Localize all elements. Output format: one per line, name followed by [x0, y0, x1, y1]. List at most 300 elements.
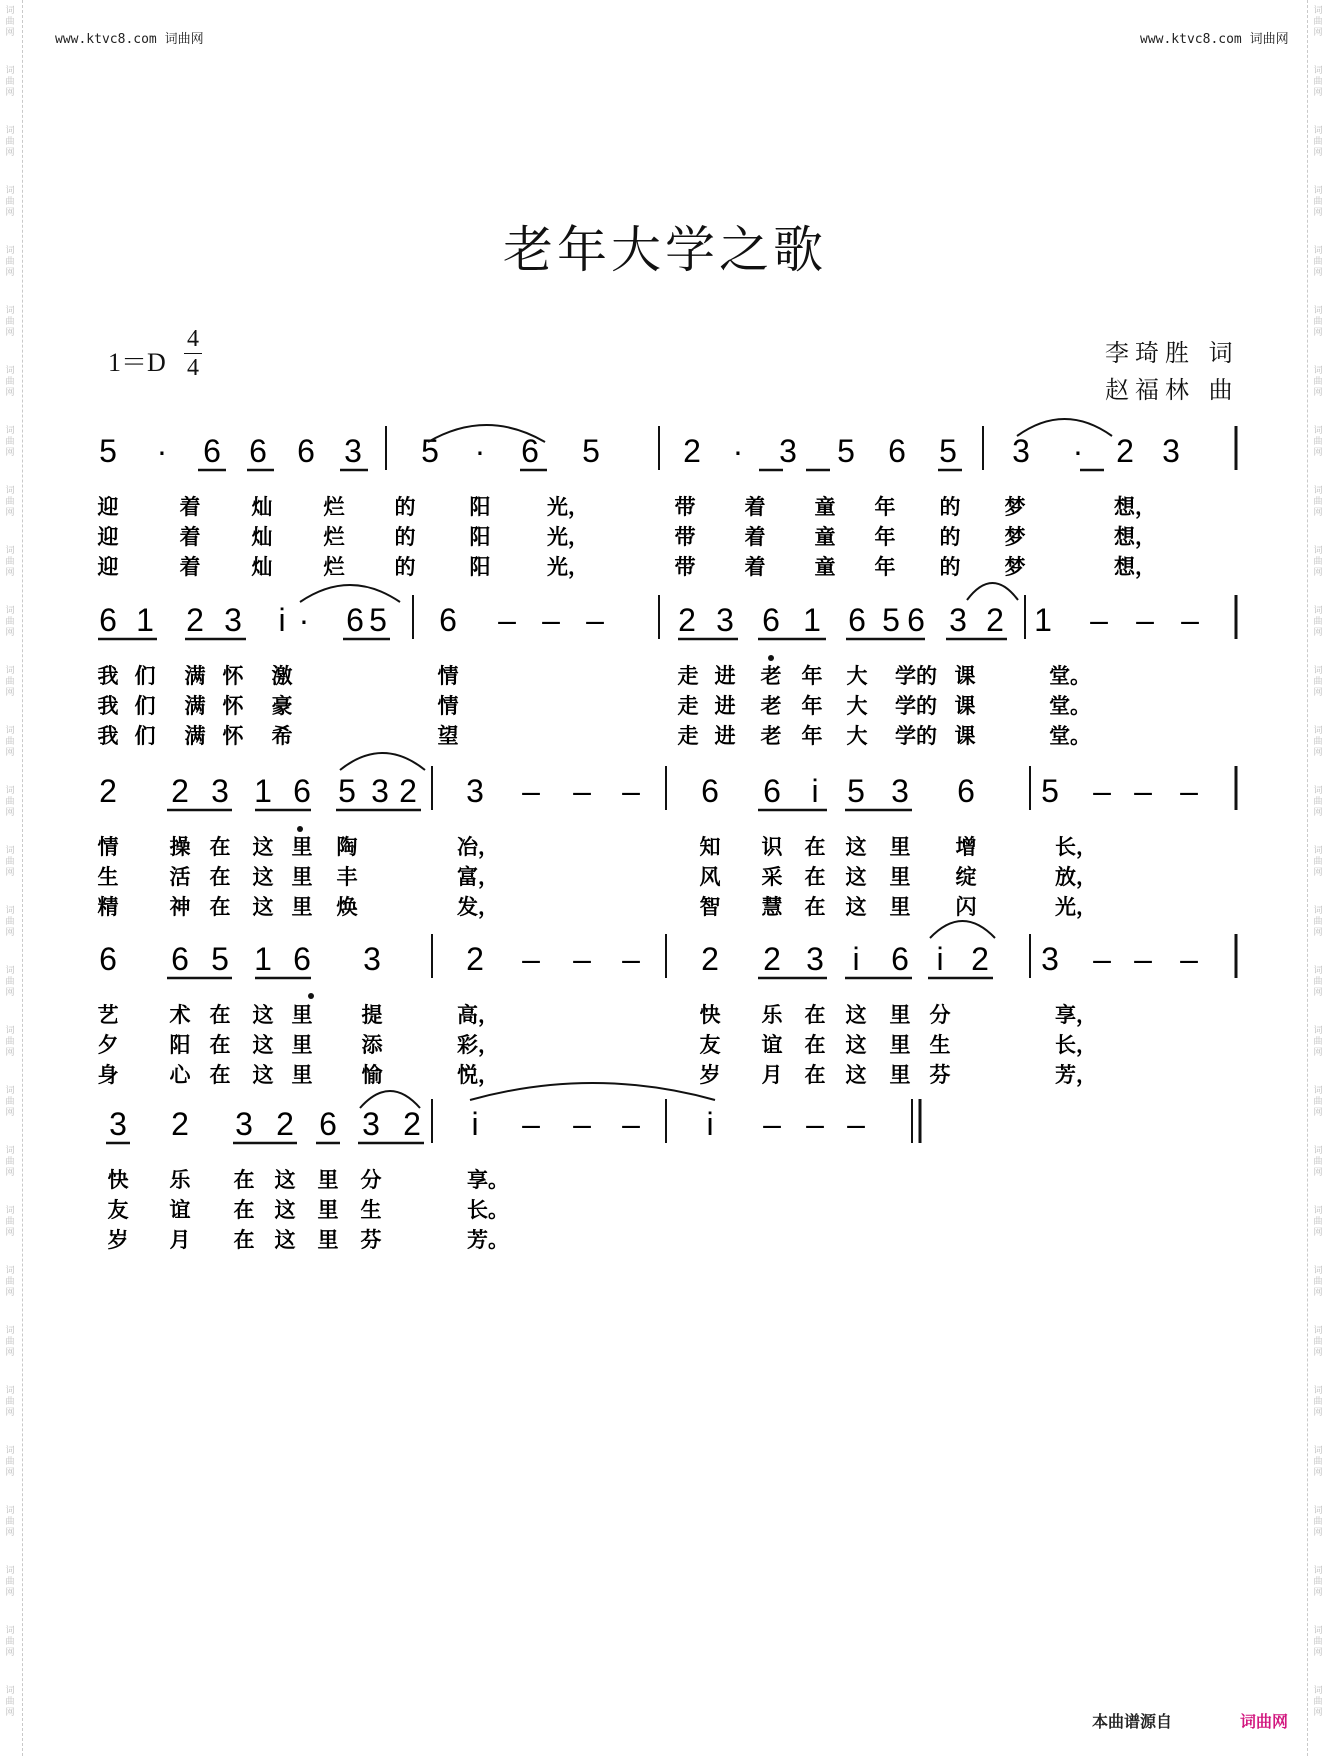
lyric-s3-v2: 里: [291, 864, 313, 889]
note-s5-b1: 2: [276, 1106, 294, 1142]
lyric-s3-v3: 神: [169, 894, 191, 919]
lyric-s2-v1: 满: [184, 663, 206, 688]
side-watermark-text: 词曲网: [1313, 1266, 1323, 1298]
lyric-s1-v3: 光，: [547, 554, 589, 579]
lyric-s1-v2: 烂: [323, 524, 345, 549]
lyric-s1-v1: 着: [179, 494, 201, 519]
lyric-s2-v3: 怀: [222, 723, 244, 748]
lyric-s2-v2: 我: [97, 693, 119, 718]
lyric-s1-v1: 年: [874, 494, 896, 519]
note-s5-b1: 2: [171, 1106, 189, 1142]
lyric-s3-v3: 这: [845, 894, 867, 919]
lyric-s4-v2: 在: [209, 1032, 231, 1057]
lyric-s3-v2: 富，: [457, 864, 499, 889]
header-left-site[interactable]: www.ktvc8.com 词曲网: [55, 32, 204, 47]
side-watermark-text: 词曲网: [5, 1386, 15, 1418]
lyric-s1-v3: 着: [744, 554, 766, 579]
lyric-s4-v2: 长，: [1055, 1032, 1097, 1057]
note-s4-b3: i: [852, 941, 860, 977]
note-s1-b1: 6: [249, 433, 267, 469]
lyric-s4-v3: 这: [252, 1062, 274, 1087]
lyric-s4-v2: 添: [361, 1032, 383, 1057]
lyric-s4-v2: 这: [845, 1032, 867, 1057]
lyric-s2-v1: 怀: [222, 663, 244, 688]
lyric-s2-v1: 大: [846, 663, 868, 688]
note-s1-b2: 6: [521, 433, 539, 469]
note-s2-b4: 1: [1034, 602, 1052, 638]
side-watermark-text: 词曲网: [1313, 1146, 1323, 1178]
side-watermark-text: 词曲网: [1313, 966, 1323, 998]
side-watermark-text: 词曲网: [5, 486, 15, 518]
lyric-s2-v1: 们: [134, 663, 156, 688]
note-s1-b1: 6: [297, 433, 315, 469]
lyric-s2-v1: 年: [801, 663, 823, 688]
lyric-s2-v3: 年: [801, 723, 823, 748]
note-s3-b4: –: [1134, 773, 1152, 809]
note-s3-b4: –: [1180, 773, 1198, 809]
note-s2-b3: 1: [803, 602, 821, 638]
note-s4-b3: 2: [701, 941, 719, 977]
note-s4-b1: 1: [254, 941, 272, 977]
slur-arc: [930, 921, 995, 938]
side-watermark-text: 词曲网: [1313, 366, 1323, 398]
lyric-s3-v3: 光，: [1055, 894, 1097, 919]
lyric-s4-v1: 里: [291, 1002, 313, 1027]
side-watermark-text: 词曲网: [5, 246, 15, 278]
lyric-s3-v1: 这: [845, 834, 867, 859]
side-watermark-text: 词曲网: [5, 1686, 15, 1718]
note-s3-b1: 6: [293, 773, 311, 809]
note-s3-b4: 5: [1041, 773, 1059, 809]
side-watermark-text: 词曲网: [1313, 1206, 1323, 1238]
note-s1-b3: 2: [683, 433, 701, 469]
lyric-s3-v3: 里: [291, 894, 313, 919]
side-watermark-text: 词曲网: [5, 6, 15, 38]
lyric-s5-v3: 月: [169, 1227, 191, 1252]
lyric-s1-v3: 烂: [323, 554, 345, 579]
note-s1-b2: ·: [474, 433, 486, 469]
lyric-s2-v2: 进: [714, 693, 736, 718]
note-s2-b1: i: [278, 602, 286, 638]
note-s1-b3: 5: [837, 433, 855, 469]
lyric-s1-v1: 想，: [1114, 494, 1156, 519]
note-s2-b1: 3: [224, 602, 242, 638]
lyric-s5-v3: 岁: [107, 1227, 129, 1252]
side-watermark-text: 词曲网: [1313, 1506, 1323, 1538]
lyric-s4-v3: 芬: [929, 1062, 951, 1087]
side-watermark-text: 词曲网: [5, 66, 15, 98]
lyric-s1-v3: 的: [394, 554, 416, 579]
note-s4-b3: 2: [971, 941, 989, 977]
lyric-s2-v1: 我: [97, 663, 119, 688]
note-s1-b2: 5: [421, 433, 439, 469]
lyric-s4-v2: 这: [252, 1032, 274, 1057]
footer-site-link[interactable]: 词曲网: [1240, 1712, 1289, 1731]
lyric-s3-v2: 这: [845, 864, 867, 889]
side-watermark-text: 词曲网: [1313, 426, 1323, 458]
note-s2-b1: 6: [99, 602, 117, 638]
lyric-s4-v3: 里: [291, 1062, 313, 1087]
side-watermark-text: 词曲网: [1313, 1386, 1323, 1418]
note-s5-b3: –: [847, 1106, 865, 1142]
note-s3-b3: 6: [763, 773, 781, 809]
side-watermark-text: 词曲网: [5, 546, 15, 578]
side-watermark-text: 词曲网: [5, 1626, 15, 1658]
lyric-s4-v1: 里: [889, 1002, 911, 1027]
note-s4-b2: –: [522, 941, 540, 977]
lyric-s1-v3: 想，: [1114, 554, 1156, 579]
lyric-s5-v2: 友: [107, 1197, 129, 1222]
note-s3-b1: 2: [171, 773, 189, 809]
lyric-s4-v2: 里: [889, 1032, 911, 1057]
lyric-s1-v1: 着: [744, 494, 766, 519]
note-s1-b1: 5: [99, 433, 117, 469]
octave-dot: [308, 993, 314, 999]
side-watermark-text: 词曲网: [5, 1446, 15, 1478]
side-watermark-text: 词曲网: [5, 666, 15, 698]
side-watermark-text: 词曲网: [1313, 66, 1323, 98]
lyric-s5-v3: 在: [233, 1227, 255, 1252]
lyric-s5-v1: 这: [274, 1167, 296, 1192]
side-watermark-text: 词曲网: [5, 846, 15, 878]
note-s4-b4: –: [1093, 941, 1111, 977]
note-s1-b3: ·: [732, 433, 744, 469]
note-s5-b1: 3: [235, 1106, 253, 1142]
side-watermark-text: 词曲网: [1313, 1086, 1323, 1118]
note-s1-b4: ·: [1072, 433, 1084, 469]
note-s4-b2: –: [573, 941, 591, 977]
lyric-s1-v2: 着: [744, 524, 766, 549]
note-s1-b2: 5: [582, 433, 600, 469]
lyric-s4-v2: 生: [929, 1032, 951, 1057]
note-s2-b3: 3: [716, 602, 734, 638]
lyric-s2-v1: 堂。: [1049, 663, 1091, 688]
lyric-s3-v3: 这: [252, 894, 274, 919]
note-s2-b3: 3: [949, 602, 967, 638]
lyric-s5-v1: 在: [233, 1167, 255, 1192]
note-s5-b2: –: [622, 1106, 640, 1142]
side-watermark-text: 词曲网: [5, 1026, 15, 1058]
lyric-s4-v3: 月: [761, 1062, 783, 1087]
lyric-s5-v3: 里: [317, 1227, 339, 1252]
note-s1-b4: 3: [1012, 433, 1030, 469]
note-s4-b1: 3: [363, 941, 381, 977]
side-watermark-text: 词曲网: [5, 1326, 15, 1358]
lyric-s1-v3: 的: [939, 554, 961, 579]
note-s3-b2: 3: [466, 773, 484, 809]
lyric-s1-v1: 光，: [547, 494, 589, 519]
note-s4-b4: 3: [1041, 941, 1059, 977]
lyric-s1-v2: 灿: [251, 524, 273, 549]
lyric-s5-v1: 享。: [467, 1167, 509, 1192]
note-s2-b2: 6: [439, 602, 457, 638]
footer-source-label: 本曲谱源自: [1092, 1712, 1173, 1731]
lyric-s4-v3: 愉: [361, 1062, 383, 1087]
lyric-s1-v3: 年: [874, 554, 896, 579]
side-watermark-text: 词曲网: [5, 966, 15, 998]
lyric-s1-v2: 的: [939, 524, 961, 549]
slur-arc: [300, 585, 400, 602]
lyric-s2-v2: 情: [437, 693, 459, 718]
lyric-s1-v2: 迎: [97, 524, 119, 549]
note-s4-b1: 6: [171, 941, 189, 977]
note-s2-b2: –: [586, 602, 604, 638]
lyric-s4-v3: 在: [209, 1062, 231, 1087]
lyric-s2-v3: 走: [677, 723, 699, 748]
lyric-s3-v3: 在: [209, 894, 231, 919]
lyric-s1-v3: 着: [179, 554, 201, 579]
note-s4-b3: 3: [806, 941, 824, 977]
lyric-s4-v3: 在: [804, 1062, 826, 1087]
lyric-s3-v1: 操: [169, 834, 191, 859]
note-s3-b2: –: [573, 773, 591, 809]
slur-arc: [470, 1083, 715, 1100]
lyric-s1-v1: 灿: [251, 494, 273, 519]
lyric-s5-v3: 芬: [360, 1227, 382, 1252]
side-watermark-text: 词曲网: [1313, 186, 1323, 218]
note-s5-b3: i: [706, 1106, 714, 1142]
lyric-s3-v3: 智: [699, 894, 721, 919]
lyric-s4-v3: 里: [889, 1062, 911, 1087]
lyric-s4-v1: 这: [252, 1002, 274, 1027]
note-s3-b1: 2: [99, 773, 117, 809]
song-title: 老年大学之歌: [503, 221, 827, 279]
lyric-s3-v2: 在: [209, 864, 231, 889]
side-watermark-text: 词曲网: [1313, 606, 1323, 638]
lyric-s1-v3: 梦: [1004, 554, 1026, 579]
note-s2-b2: –: [498, 602, 516, 638]
lyric-s3-v2: 这: [252, 864, 274, 889]
note-s2-b3: 5: [882, 602, 900, 638]
lyric-s2-v2: 们: [134, 693, 156, 718]
lyric-s4-v1: 提: [361, 1002, 383, 1027]
side-watermark-text: 词曲网: [5, 786, 15, 818]
side-watermark-text: 词曲网: [1313, 1326, 1323, 1358]
lyric-s2-v3: 课: [954, 723, 976, 748]
lyric-s4-v2: 彩，: [457, 1032, 499, 1057]
lyric-s2-v3: 堂。: [1049, 723, 1091, 748]
side-watermark-text: 词曲网: [1313, 306, 1323, 338]
side-watermark-text: 词曲网: [1313, 1446, 1323, 1478]
note-s3-b3: 5: [847, 773, 865, 809]
lyric-s4-v3: 心: [169, 1062, 191, 1087]
lyric-s1-v1: 带: [674, 494, 696, 519]
lyric-s3-v1: 冶，: [457, 834, 499, 859]
note-s2-b1: 6: [346, 602, 364, 638]
note-s4-b3: 6: [891, 941, 909, 977]
note-s5-b2: –: [573, 1106, 591, 1142]
lyric-s3-v2: 生: [97, 864, 119, 889]
note-s4-b2: 2: [466, 941, 484, 977]
note-s4-b1: 6: [99, 941, 117, 977]
time-signature-top: 4: [184, 325, 202, 354]
lyric-s3-v3: 在: [804, 894, 826, 919]
side-watermark-text: 词曲网: [1313, 6, 1323, 38]
side-watermark-text: 词曲网: [1313, 1026, 1323, 1058]
slur-arc: [967, 583, 1018, 600]
side-watermark-text: 词曲网: [1313, 246, 1323, 278]
header-right-site[interactable]: www.ktvc8.com 词曲网: [1140, 32, 1289, 47]
side-watermark-text: 词曲网: [1313, 486, 1323, 518]
note-s2-b4: –: [1181, 602, 1199, 638]
lyric-s2-v3: 希: [271, 723, 293, 748]
lyric-s2-v2: 满: [184, 693, 206, 718]
lyric-s4-v1: 分: [929, 1002, 951, 1027]
octave-dot: [768, 655, 774, 661]
note-s5-b1: 6: [319, 1106, 337, 1142]
lyric-s3-v1: 识: [761, 834, 783, 859]
lyric-s3-v3: 闪: [955, 894, 977, 919]
side-watermark-text: 词曲网: [5, 126, 15, 158]
note-s1-b1: 6: [203, 433, 221, 469]
lyric-s2-v1: 老: [760, 663, 782, 688]
lyric-s3-v1: 在: [804, 834, 826, 859]
lyric-s3-v2: 丰: [336, 864, 358, 889]
note-s2-b2: –: [542, 602, 560, 638]
note-s2-b3: 2: [678, 602, 696, 638]
lyric-s3-v3: 慧: [761, 894, 783, 919]
lyric-s4-v2: 夕: [97, 1032, 119, 1057]
note-s2-b1: 1: [136, 602, 154, 638]
lyric-s2-v2: 课: [954, 693, 976, 718]
side-watermark-text: 词曲网: [5, 1266, 15, 1298]
note-s1-b4: 2: [1116, 433, 1134, 469]
side-watermark-text: 词曲网: [5, 726, 15, 758]
note-s3-b3: 6: [701, 773, 719, 809]
side-watermark-text: 词曲网: [5, 906, 15, 938]
note-s2-b4: –: [1136, 602, 1154, 638]
lyric-s5-v2: 里: [317, 1197, 339, 1222]
lyric-s2-v2: 怀: [222, 693, 244, 718]
lyric-s1-v1: 阳: [469, 494, 491, 519]
lyric-s4-v1: 享，: [1055, 1002, 1097, 1027]
note-s2-b3: 6: [907, 602, 925, 638]
note-s2-b4: –: [1090, 602, 1108, 638]
note-s2-b3: 6: [762, 602, 780, 638]
lyric-s4-v2: 阳: [169, 1032, 191, 1057]
note-s5-b1: 3: [362, 1106, 380, 1142]
lyric-s3-v1: 在: [209, 834, 231, 859]
note-s2-b3: 6: [848, 602, 866, 638]
lyric-s4-v3: 芳，: [1055, 1062, 1097, 1087]
lyric-s2-v3: 我: [97, 723, 119, 748]
side-watermark-text: 词曲网: [5, 426, 15, 458]
lyric-s1-v3: 迎: [97, 554, 119, 579]
note-s3-b3: i: [811, 773, 819, 809]
note-s2-b1: ·: [298, 602, 310, 638]
lyric-s1-v2: 童: [814, 524, 836, 549]
time-signature-bottom: 4: [187, 355, 199, 381]
side-watermark-text: 词曲网: [1313, 1686, 1323, 1718]
lyric-s3-v3: 发，: [457, 894, 499, 919]
side-watermark-text: 词曲网: [5, 1206, 15, 1238]
side-watermark-text: 词曲网: [5, 1086, 15, 1118]
lyric-s1-v2: 带: [674, 524, 696, 549]
lyric-s5-v3: 这: [274, 1227, 296, 1252]
lyric-s5-v2: 在: [233, 1197, 255, 1222]
lyric-s3-v1: 这: [252, 834, 274, 859]
lyric-s4-v1: 在: [804, 1002, 826, 1027]
note-s1-b3: 6: [888, 433, 906, 469]
lyric-s1-v3: 童: [814, 554, 836, 579]
lyric-s3-v1: 长，: [1055, 834, 1097, 859]
lyric-s1-v1: 的: [394, 494, 416, 519]
side-watermark-text: 词曲网: [1313, 1566, 1323, 1598]
lyric-s4-v3: 这: [845, 1062, 867, 1087]
side-watermark-text: 词曲网: [1313, 846, 1323, 878]
note-s5-b1: 3: [109, 1106, 127, 1142]
lyric-s3-v1: 知: [699, 834, 721, 859]
note-s5-b2: i: [471, 1106, 479, 1142]
lyric-s3-v3: 里: [889, 894, 911, 919]
lyric-s3-v1: 情: [97, 834, 119, 859]
note-s5-b2: –: [522, 1106, 540, 1142]
lyric-s1-v1: 梦: [1004, 494, 1026, 519]
lyric-s3-v3: 精: [97, 894, 119, 919]
lyric-s1-v1: 童: [814, 494, 836, 519]
note-s4-b1: 6: [293, 941, 311, 977]
note-s3-b1: 3: [211, 773, 229, 809]
lyric-s1-v3: 灿: [251, 554, 273, 579]
lyric-s4-v1: 快: [699, 1002, 721, 1027]
lyric-s4-v3: 悦，: [457, 1062, 499, 1087]
lyric-s4-v1: 术: [169, 1002, 191, 1027]
lyric-s2-v3: 大: [846, 723, 868, 748]
lyric-s1-v2: 年: [874, 524, 896, 549]
lyric-s3-v1: 里: [291, 834, 313, 859]
lyric-s4-v2: 谊: [761, 1032, 783, 1057]
side-watermark-text: 词曲网: [1313, 1626, 1323, 1658]
note-s1-b3: 3: [779, 433, 797, 469]
lyric-s3-v2: 放，: [1055, 864, 1097, 889]
note-s1-b3: 5: [939, 433, 957, 469]
note-s4-b2: –: [622, 941, 640, 977]
lyric-s4-v1: 在: [209, 1002, 231, 1027]
lyric-s4-v3: 岁: [699, 1062, 721, 1087]
lyric-s3-v1: 增: [955, 834, 977, 859]
lyric-s3-v1: 里: [889, 834, 911, 859]
lyric-s4-v2: 友: [699, 1032, 721, 1057]
note-s1-b1: 3: [344, 433, 362, 469]
side-watermark-text: 词曲网: [5, 186, 15, 218]
lyric-s2-v1: 学的: [895, 663, 937, 688]
lyric-s1-v2: 阳: [469, 524, 491, 549]
lyric-s1-v2: 梦: [1004, 524, 1026, 549]
side-watermark-text: 词曲网: [1313, 726, 1323, 758]
lyric-s2-v1: 情: [437, 663, 459, 688]
lyric-s4-v3: 身: [97, 1062, 119, 1087]
lyric-s3-v1: 陶: [336, 834, 358, 859]
lyric-s4-v1: 艺: [97, 1002, 119, 1027]
lyric-s4-v2: 在: [804, 1032, 826, 1057]
note-s3-b3: 3: [891, 773, 909, 809]
note-s3-b4: –: [1093, 773, 1111, 809]
lyric-s5-v1: 里: [317, 1167, 339, 1192]
note-s3-b1: 2: [399, 773, 417, 809]
lyric-s1-v3: 带: [674, 554, 696, 579]
note-s4-b4: –: [1134, 941, 1152, 977]
note-s1-b1: ·: [156, 433, 168, 469]
side-watermark-text: 词曲网: [1313, 786, 1323, 818]
lyric-s5-v1: 分: [360, 1167, 382, 1192]
lyric-s5-v1: 乐: [169, 1167, 191, 1192]
lyric-s2-v3: 学的: [895, 723, 937, 748]
side-watermark-text: 词曲网: [5, 1566, 15, 1598]
note-s5-b1: 2: [403, 1106, 421, 1142]
lyric-s5-v2: 长。: [467, 1197, 509, 1222]
note-s2-b1: 5: [369, 602, 387, 638]
lyric-s3-v2: 活: [169, 864, 191, 889]
